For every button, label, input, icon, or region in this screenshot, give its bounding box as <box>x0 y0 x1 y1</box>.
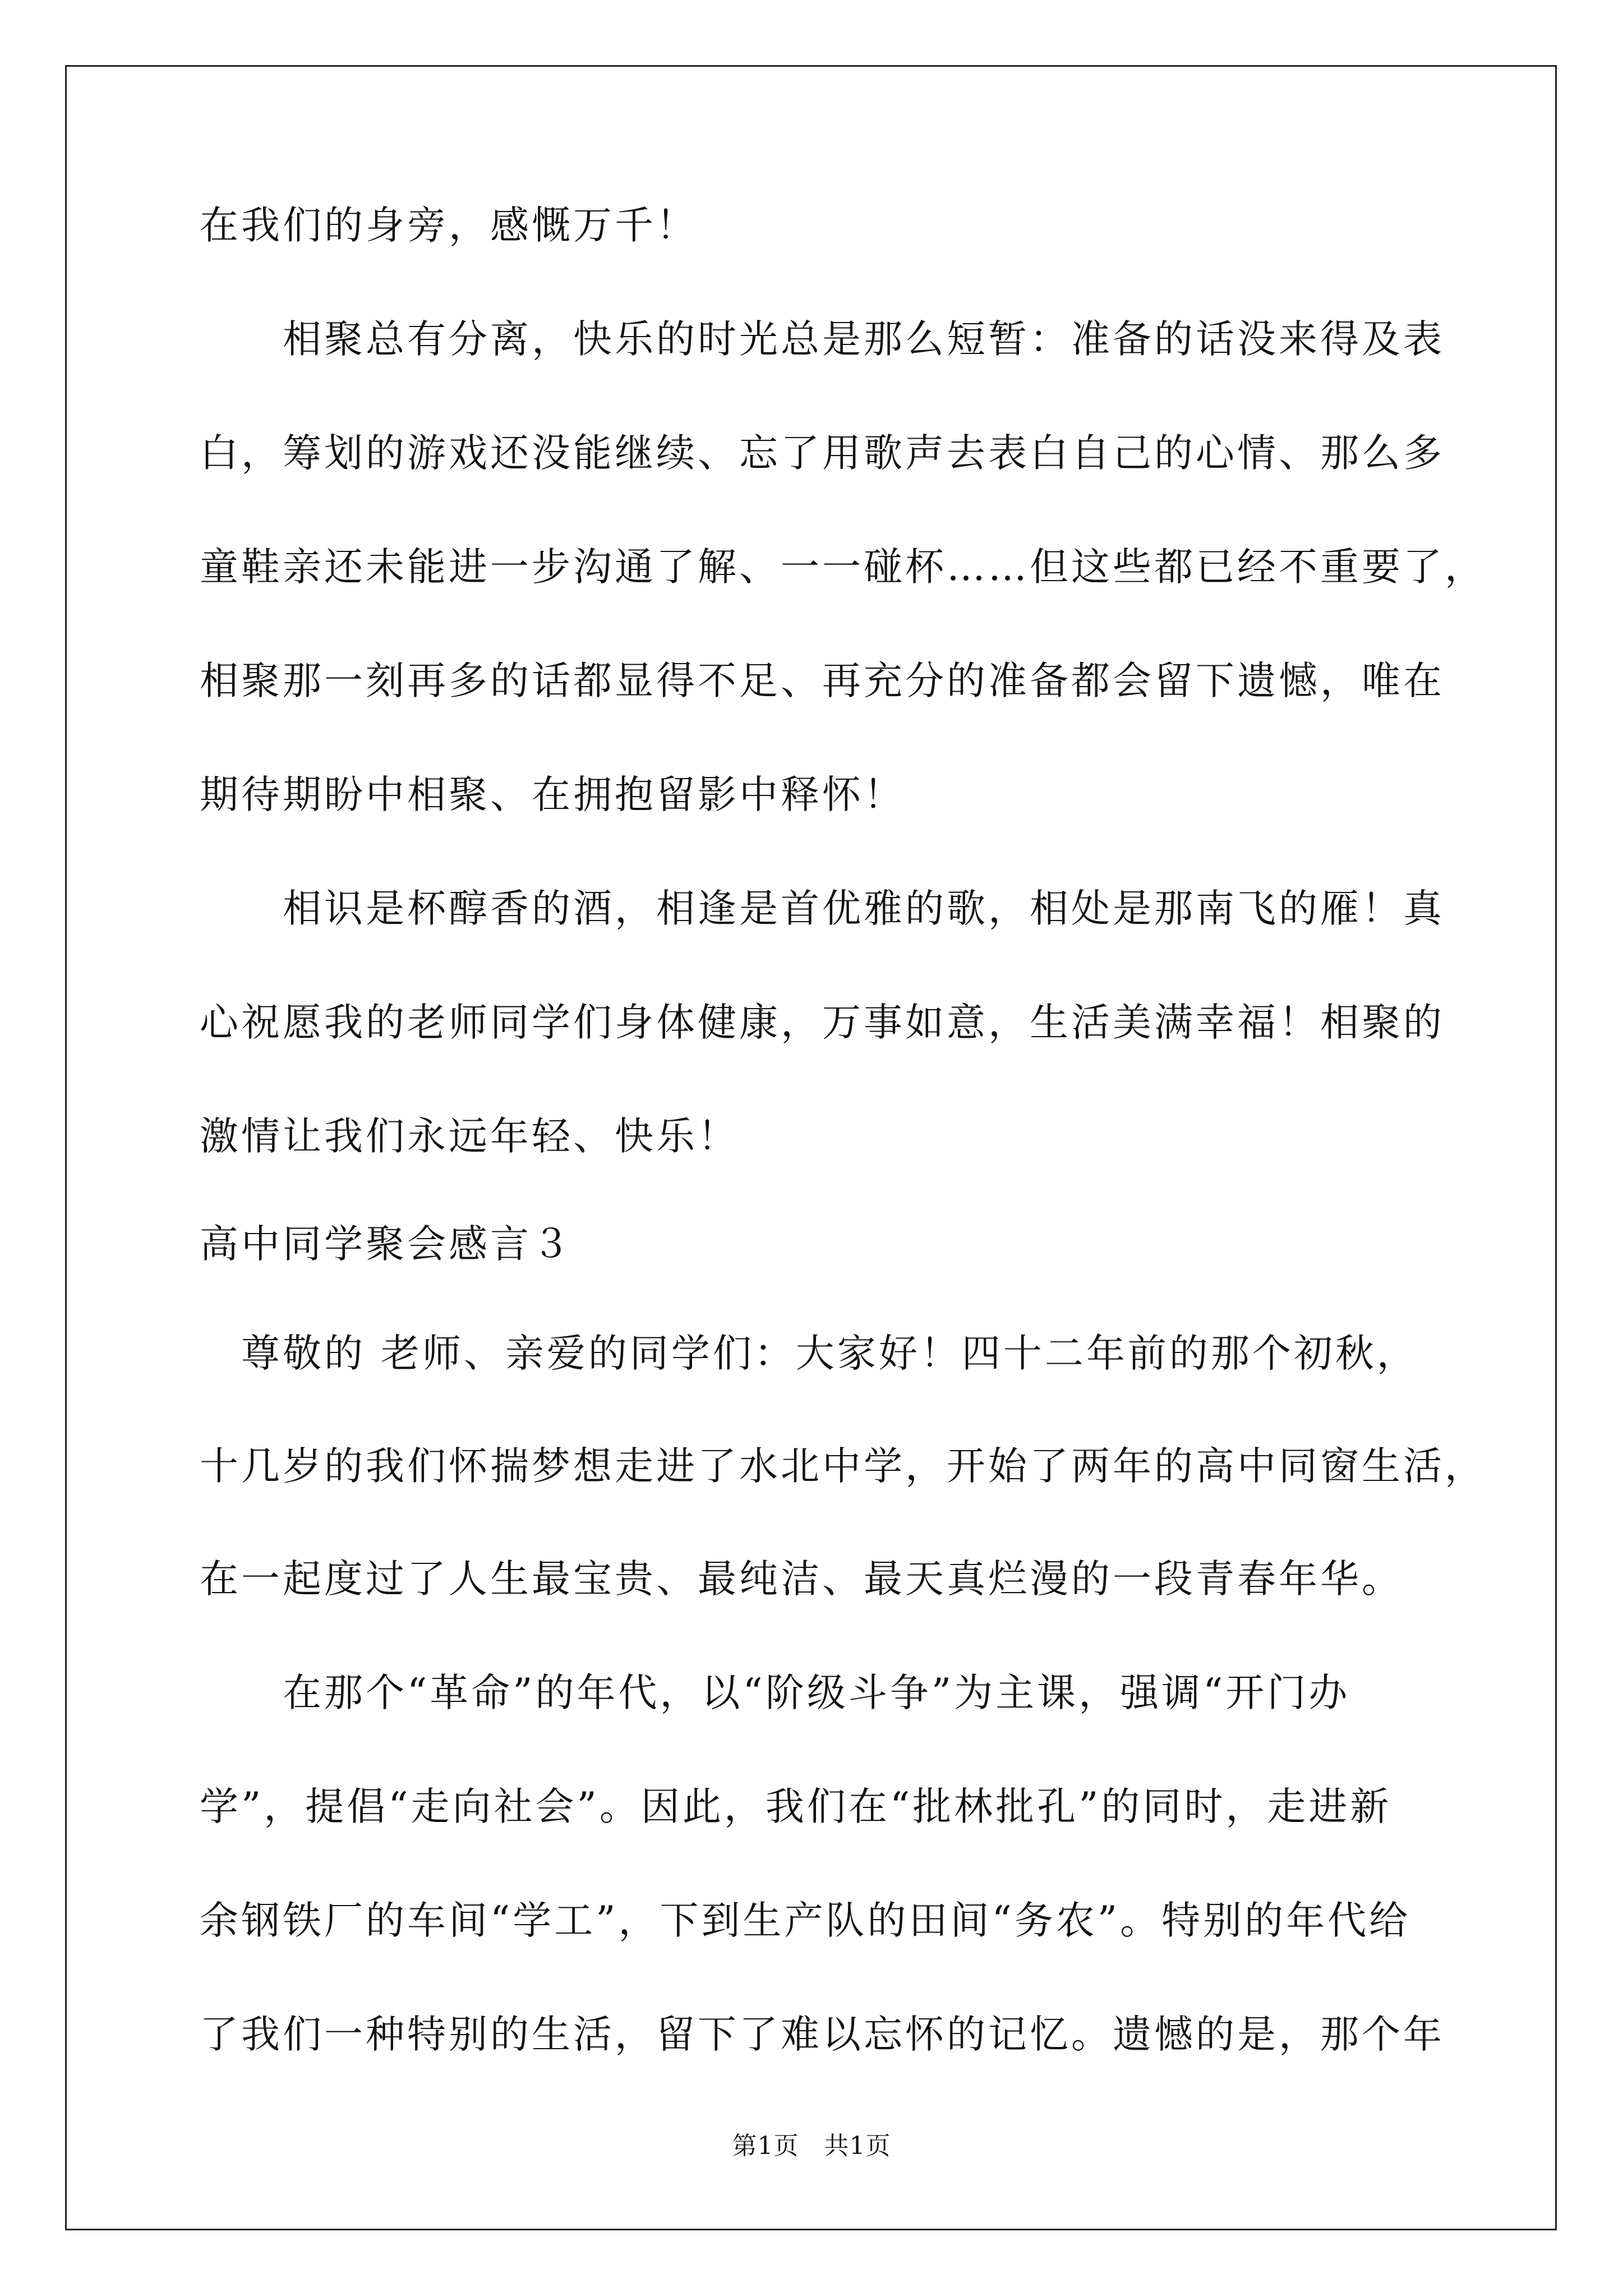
text-line: 在我们的身旁，感慨万千！ <box>200 203 698 248</box>
text-line: 在那个“革命”的年代，以“阶级斗争”为主课，强调“开门办 <box>200 1671 1350 1715</box>
page-footer: 第1页 共1页 <box>732 2132 891 2160</box>
text-line: 余钢铁厂的车间“学工”，下到生产队的田间“务农”。特别的年代给 <box>200 1898 1411 1943</box>
text-line: 激情让我们永远年轻、快乐！ <box>200 1114 739 1159</box>
text-line: 尊敬的 老师、亲爱的同学们：大家好！四十二年前的那个初秋， <box>200 1331 1418 1376</box>
text-line: 十几岁的我们怀揣梦想走进了水北中学，开始了两年的高中同窗生活， <box>200 1444 1486 1489</box>
text-line: 相聚那一刻再多的话都显得不足、再充分的准备都会留下遗憾，唯在 <box>200 659 1445 703</box>
text-line: 期待期盼中相聚、在拥抱留影中释怀！ <box>200 772 905 817</box>
text-line: 童鞋亲还未能进一步沟通了解、一一碰杯……但这些都已经不重要了， <box>200 545 1486 590</box>
text-line: 在一起度过了人生最宝贵、最纯洁、最天真烂漫的一段青春年华。 <box>200 1557 1403 1602</box>
text-line: 心祝愿我的老师同学们身体健康，万事如意，生活美满幸福！相聚的 <box>200 1000 1445 1045</box>
text-line: 相识是杯醇香的酒，相逢是首优雅的歌，相处是那南飞的雁！真 <box>200 886 1445 931</box>
section-heading: 高中同学聚会感言３ <box>200 1222 573 1267</box>
text-line: 了我们一种特别的生活，留下了难以忘怀的记忆。遗憾的是，那个年 <box>200 2012 1445 2057</box>
text-line: 学”，提倡“走向社会”。因此，我们在“批林批孔”的同时，走进新 <box>200 1784 1392 1829</box>
text-line: 白，筹划的游戏还没能继续、忘了用歌声去表白自己的心情、那么多 <box>200 431 1445 476</box>
text-line: 相聚总有分离，快乐的时光总是那么短暂：准备的话没来得及表 <box>200 317 1445 362</box>
